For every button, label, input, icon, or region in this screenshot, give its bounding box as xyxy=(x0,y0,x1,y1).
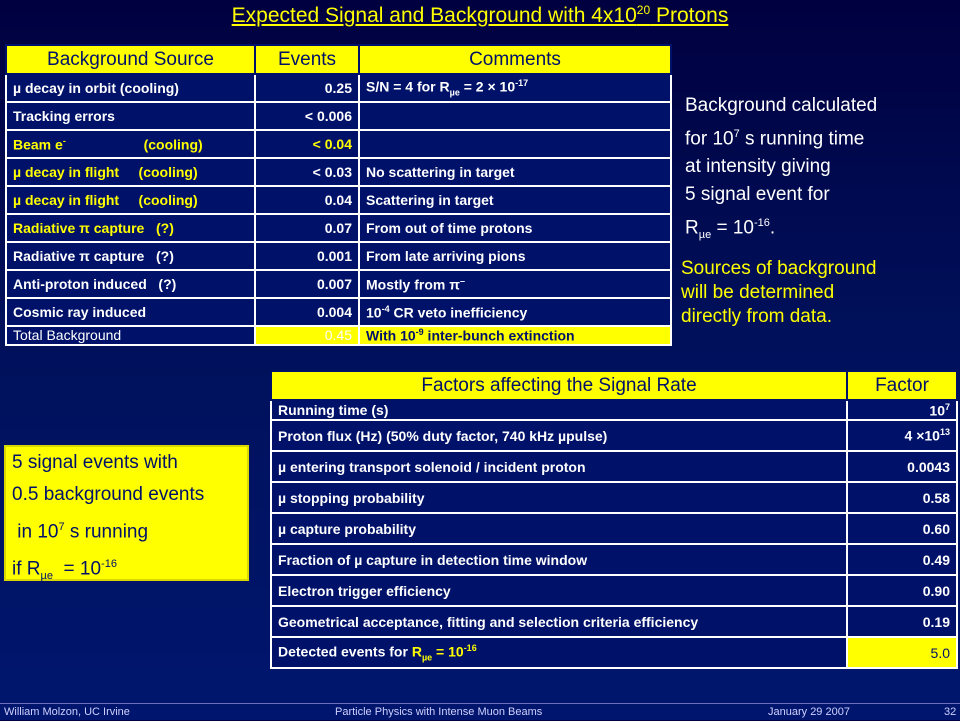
factor-value-cell: $10^7$ xyxy=(847,400,957,420)
table-row xyxy=(271,637,957,668)
table-row xyxy=(6,130,671,158)
factor-label-cell: Detected events for $R_{\mu e} = 10^{-16}$ xyxy=(271,637,847,668)
total-events-cell: 0.45 xyxy=(255,326,359,345)
comment-cell xyxy=(359,102,671,130)
comment-cell: Mostly from π– xyxy=(359,270,671,298)
table-row xyxy=(6,74,671,102)
events-cell: < 0.03 xyxy=(255,158,359,186)
events-cell: 0.007 xyxy=(255,270,359,298)
background-table xyxy=(5,44,672,346)
comment-cell: $10^{-4}$ CR veto inefficiency xyxy=(359,298,671,326)
events-cell: < 0.006 xyxy=(255,102,359,130)
table-row xyxy=(271,575,957,606)
source-cell: Radiative π capture (?) xyxy=(6,214,255,242)
source-cell: Anti-proton induced (?) xyxy=(6,270,255,298)
column-header-factors: Factors affecting the Signal Rate xyxy=(271,371,847,400)
table-header-row xyxy=(6,45,671,74)
factor-value-cell: $4 \times 10^{13}$ xyxy=(847,420,957,451)
total-row xyxy=(6,326,671,345)
factor-label-cell: µ stopping probability xyxy=(271,482,847,513)
table-row xyxy=(6,242,671,270)
comment-cell: From late arriving pions xyxy=(359,242,671,270)
factors-table xyxy=(270,370,958,669)
table-row xyxy=(271,482,957,513)
background-calculation-note: Background calculated for $10^7$ s running time at intensity giving 5 signal event for $R_{\mu e} = 10^{-16}$. xyxy=(685,95,878,242)
table-row xyxy=(6,186,671,214)
factor-value-cell: 0.60 xyxy=(847,513,957,544)
source-cell: Cosmic ray induced xyxy=(6,298,255,326)
factor-label-cell: Fraction of µ capture in detection time window xyxy=(271,544,847,575)
factor-label-cell: Running time (s) xyxy=(271,400,847,420)
footer-author: William Molzon, UC Irvine xyxy=(4,706,130,718)
table-row xyxy=(6,214,671,242)
table-row xyxy=(6,270,671,298)
footer-talk-title: Particle Physics with Intense Muon Beams xyxy=(335,706,543,718)
factor-value-cell: 0.49 xyxy=(847,544,957,575)
page-title: Expected Signal and Background with $4x10^{20}$ Protons xyxy=(231,3,729,27)
factor-label-cell: µ capture probability xyxy=(271,513,847,544)
source-cell: Radiative π capture (?) xyxy=(6,242,255,270)
summary-box: 5 signal events with 0.5 background events in $10^7$ s running if $R_{\mu e} = 10^{-16}$ xyxy=(4,445,249,581)
events-cell: 0.25 xyxy=(255,74,359,102)
table-row xyxy=(271,400,957,420)
table-row xyxy=(271,606,957,637)
events-cell: 0.004 xyxy=(255,298,359,326)
column-header-comments: Comments xyxy=(359,45,671,74)
column-header-events: Events xyxy=(255,45,359,74)
events-cell: 0.07 xyxy=(255,214,359,242)
comment-cell: From out of time protons xyxy=(359,214,671,242)
footer xyxy=(0,703,960,721)
source-cell: Tracking errors xyxy=(6,102,255,130)
factor-label-cell: Electron trigger efficiency xyxy=(271,575,847,606)
comment-cell: Scattering in target xyxy=(359,186,671,214)
table-row xyxy=(6,298,671,326)
factor-value-cell: 0.58 xyxy=(847,482,957,513)
table-row xyxy=(271,513,957,544)
factor-value-cell: 0.0043 xyxy=(847,451,957,482)
events-cell: < 0.04 xyxy=(255,130,359,158)
sources-note: Sources of background will be determined directly from data. xyxy=(681,258,877,327)
events-cell: 0.04 xyxy=(255,186,359,214)
table-row xyxy=(271,544,957,575)
factor-label-cell: Proton flux (Hz) (50% duty factor, 740 kHz µpulse) xyxy=(271,420,847,451)
table-row xyxy=(271,420,957,451)
column-header-factor: Factor xyxy=(847,371,957,400)
factor-value-cell: 5.0 xyxy=(847,637,957,668)
table-row xyxy=(6,102,671,130)
footer-page-number: 32 xyxy=(944,706,957,718)
footer-date: January 29 2007 xyxy=(768,706,850,718)
factor-value-cell: 0.19 xyxy=(847,606,957,637)
source-cell: µ decay in orbit (cooling) xyxy=(6,74,255,102)
comment-cell xyxy=(359,130,671,158)
table-row xyxy=(6,158,671,186)
table-row xyxy=(271,451,957,482)
column-header-source: Background Source xyxy=(6,45,255,74)
comment-cell: S/N = 4 for $R_{\mu e} = 2 \times 10^{-17}$ xyxy=(359,74,671,102)
factor-label-cell: µ entering transport solenoid / incident proton xyxy=(271,451,847,482)
source-cell: Total Background xyxy=(6,326,255,345)
events-cell: 0.001 xyxy=(255,242,359,270)
comment-cell: No scattering in target xyxy=(359,158,671,186)
source-cell: µ decay in flight (cooling) xyxy=(6,186,255,214)
table-header-row xyxy=(271,371,957,400)
factor-label-cell: Geometrical acceptance, fitting and selection criteria efficiency xyxy=(271,606,847,637)
source-cell: µ decay in flight (cooling) xyxy=(6,158,255,186)
factor-value-cell: 0.90 xyxy=(847,575,957,606)
comment-cell: With $10^{-9}$ inter-bunch extinction xyxy=(359,326,671,345)
source-cell: Beam e- (cooling) xyxy=(6,130,255,158)
